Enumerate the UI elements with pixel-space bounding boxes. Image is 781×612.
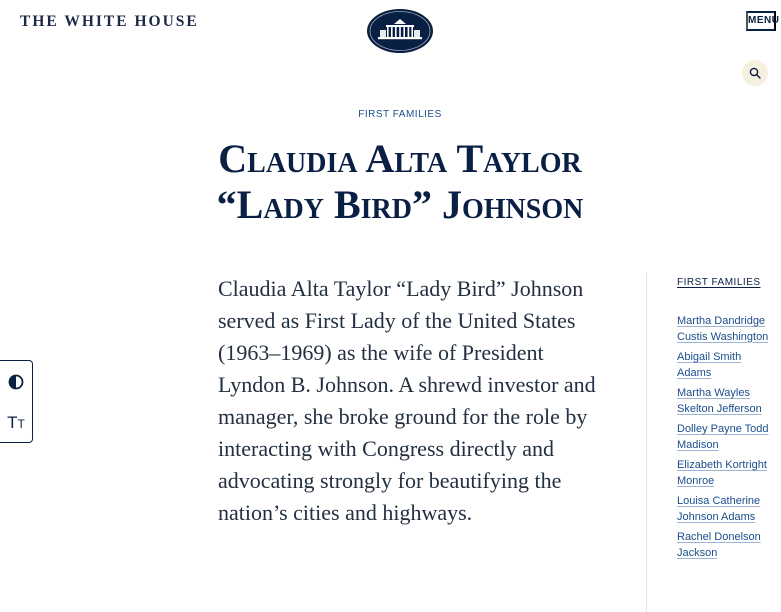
contrast-icon <box>8 374 24 390</box>
sidebar-item-louisa-adams[interactable]: Louisa Catherine Johnson Adams <box>677 495 761 523</box>
white-house-seal-icon[interactable] <box>366 8 434 54</box>
site-title-link[interactable]: THE WHITE HOUSE <box>20 13 199 30</box>
sidebar-item <box>677 386 777 417</box>
article-intro: Claudia Alta Taylor “Lady Bird” Johnson served as First Lady of the United States (1963–1969) as the wife of President Lyndon B. Johnson. A shrewd investor and manager, she broke ground for the role by interacting with Congress directly and advocating strongly for beautifying the nation’s cities and highways. <box>218 276 596 525</box>
eyebrow-category-link[interactable]: FIRST FAMILIES <box>358 109 442 120</box>
sidebar-divider <box>646 272 647 612</box>
search-button[interactable] <box>742 60 768 86</box>
sidebar-item <box>677 350 777 381</box>
text-size-button[interactable] <box>5 412 27 434</box>
sidebar-heading-link[interactable]: FIRST FAMILIES <box>677 277 761 288</box>
text-size-icon: TT <box>7 413 25 432</box>
sidebar-item <box>677 314 777 345</box>
menu-button[interactable]: MENU <box>746 11 776 31</box>
page-title-line-1: Claudia Alta Taylor <box>218 136 582 181</box>
sidebar-item-abigail-adams[interactable]: Abigail Smith Adams <box>677 351 742 379</box>
sidebar-item-martha-washington[interactable]: Martha Dandridge Custis Washington <box>677 315 769 343</box>
contrast-toggle-button[interactable] <box>5 371 27 393</box>
sidebar-item <box>677 530 777 561</box>
sidebar-item <box>677 494 777 525</box>
sidebar-item-rachel-jackson[interactable]: Rachel Donelson Jackson <box>677 531 761 559</box>
accessibility-widget <box>0 360 33 443</box>
page-title-line-2: “Lady Bird” Johnson <box>216 182 584 227</box>
page-title <box>0 136 781 228</box>
sidebar-item <box>677 422 777 453</box>
sidebar-item-elizabeth-monroe[interactable]: Elizabeth Kortright Monroe <box>677 459 767 487</box>
sidebar-item-martha-jefferson[interactable]: Martha Wayles Skelton Jefferson <box>677 387 762 415</box>
search-icon <box>749 67 761 79</box>
sidebar-item-dolley-madison[interactable]: Dolley Payne Todd Madison <box>677 423 769 451</box>
sidebar-item <box>677 458 777 489</box>
sidebar-list <box>677 314 777 566</box>
